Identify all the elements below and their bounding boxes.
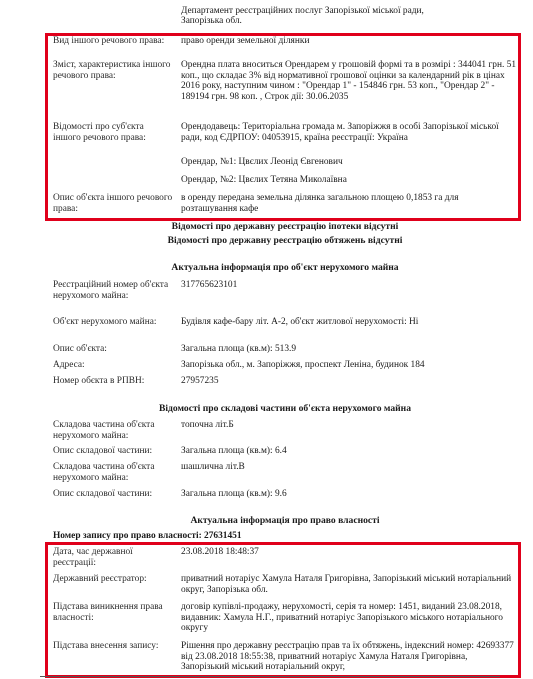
property-object-label: Об'єкт нерухомого майна:: [53, 317, 157, 327]
page-bottom-rule: [40, 676, 500, 677]
property-heading: Актуальна інформація про об'єкт нерухомого майна: [171, 262, 399, 273]
property-object-value: Будівля кафе-бару літ. А-2, об'єкт житлової нерухомості: Ні: [181, 317, 419, 327]
property-regnum-value: 317765623101: [181, 280, 238, 290]
ownership-entry-label: Підстава внесення запису:: [53, 641, 159, 651]
parts-heading: Відомості про складові частини об'єкта нерухомого майна: [158, 403, 412, 414]
ownership-registrar-label: Державний реєстратор:: [53, 574, 147, 584]
other-right-desc-label: Опис об'єкта іншого речового права:: [53, 193, 173, 214]
ownership-date-label: Дата, час державної реєстрації:: [53, 547, 133, 568]
part2-desc-value: Загальна площа (кв.м): 9.6: [181, 489, 287, 499]
other-right-type-value: право оренди земельної ділянки: [181, 36, 310, 46]
ownership-date-value: 23.08.2018 18:48:37: [181, 547, 259, 557]
part2-label: Складова частина об'єкта нерухомого майна:: [53, 462, 155, 483]
other-right-type-label: Вид іншого речового права:: [53, 36, 165, 46]
part2-value: шашлична літ.В: [181, 462, 245, 472]
mortgage-note: Відомості про державну реєстрацію іпотеки відсутні: [171, 221, 399, 232]
property-regnum-label: Реєстраційний номер об'єкта нерухомого майна:: [53, 280, 169, 301]
ownership-basis-label: Підстава виникнення права власності:: [53, 602, 163, 623]
property-rpvn-label: Номер обєкта в РПВН:: [53, 376, 145, 386]
other-right-content-value: Орендна плата вноситься Орендарем у грошовій формі та в розмірі : 344041 грн. 51 коп., що складає 3% від нормативної грошової оцінки за календарний рік в цінах 2016 року, наступним чином : "Орендар 1" - 154846 грн. 53 коп., "Орендар 2" - 189194 грн. 98 коп. , Строк дії: 30.06.2035: [181, 60, 517, 102]
part1-label: Складова частина об'єкта нерухомого майна:: [53, 420, 155, 441]
part1-desc-label: Опис складової частини:: [53, 446, 153, 456]
other-right-content-label: Зміст, характеристика іншого речового права:: [53, 60, 171, 81]
header-line1: Департамент реєстраційних послуг Запорізької міської ради,: [181, 6, 424, 16]
ownership-entry-value: Рішення про державну реєстрацію прав та їх обтяжень, індексний номер: 42693377 від 23.08.2018 18:55:38, приватний нотаріус Хамула Наталя Григорівна, Запорізький міський нотаріальний округ,: [181, 641, 514, 673]
encumbrance-note: Відомості про державну реєстрацію обтяжень відсутні: [167, 235, 403, 246]
other-right-subject-label: Відомості про суб'єкта іншого речового права:: [53, 122, 146, 143]
ownership-record-text: Номер запису про право власності: 27631451: [53, 531, 242, 541]
other-right-desc-value: в оренду передана земельна ділянка загальною площею 0,1853 га для розташування кафе: [181, 193, 459, 214]
property-address-value: Запорізька обл., м. Запоріжжя, проспект Леніна, будинок 184: [181, 360, 425, 370]
ownership-heading: Актуальна інформація про право власності: [190, 515, 380, 526]
ownership-registrar-value: приватний нотаріус Хамула Наталя Григорівна, Запорізький міський нотаріальний округ, Запорізька обл.: [181, 574, 512, 595]
tenant1-value: Орендар, №1: Цвєлих Леонід Євгенович: [181, 157, 343, 167]
part1-desc-value: Загальна площа (кв.м): 6.4: [181, 446, 287, 456]
tenant2-value: Орендар, №2: Цвєлих Тетяна Миколаївна: [181, 175, 347, 185]
property-rpvn-value: 27957235: [181, 376, 219, 386]
other-right-subject-value: Орендодавець: Територіальна громада м. Запоріжжя в особі Запорізької міської ради, код ЄДРПОУ: 04053915, країна реєстрації: Україна: [181, 122, 499, 143]
property-desc-label: Опис об'єкта:: [53, 344, 107, 354]
header-line2: Запорізька обл.: [181, 16, 242, 26]
property-address-label: Адреса:: [53, 360, 85, 370]
ownership-basis-value: договір купівлі-продажу, нерухомості, серія та номер: 1451, виданий 23.08.2018, видавник: Хамула Н.Г., приватний нотаріус Запорізького міського нотаріального округу: [181, 602, 503, 634]
property-desc-value: Загальна площа (кв.м): 513.9: [181, 344, 297, 354]
part2-desc-label: Опис складової частини:: [53, 489, 153, 499]
part1-value: топочна літ.Б: [181, 420, 234, 430]
